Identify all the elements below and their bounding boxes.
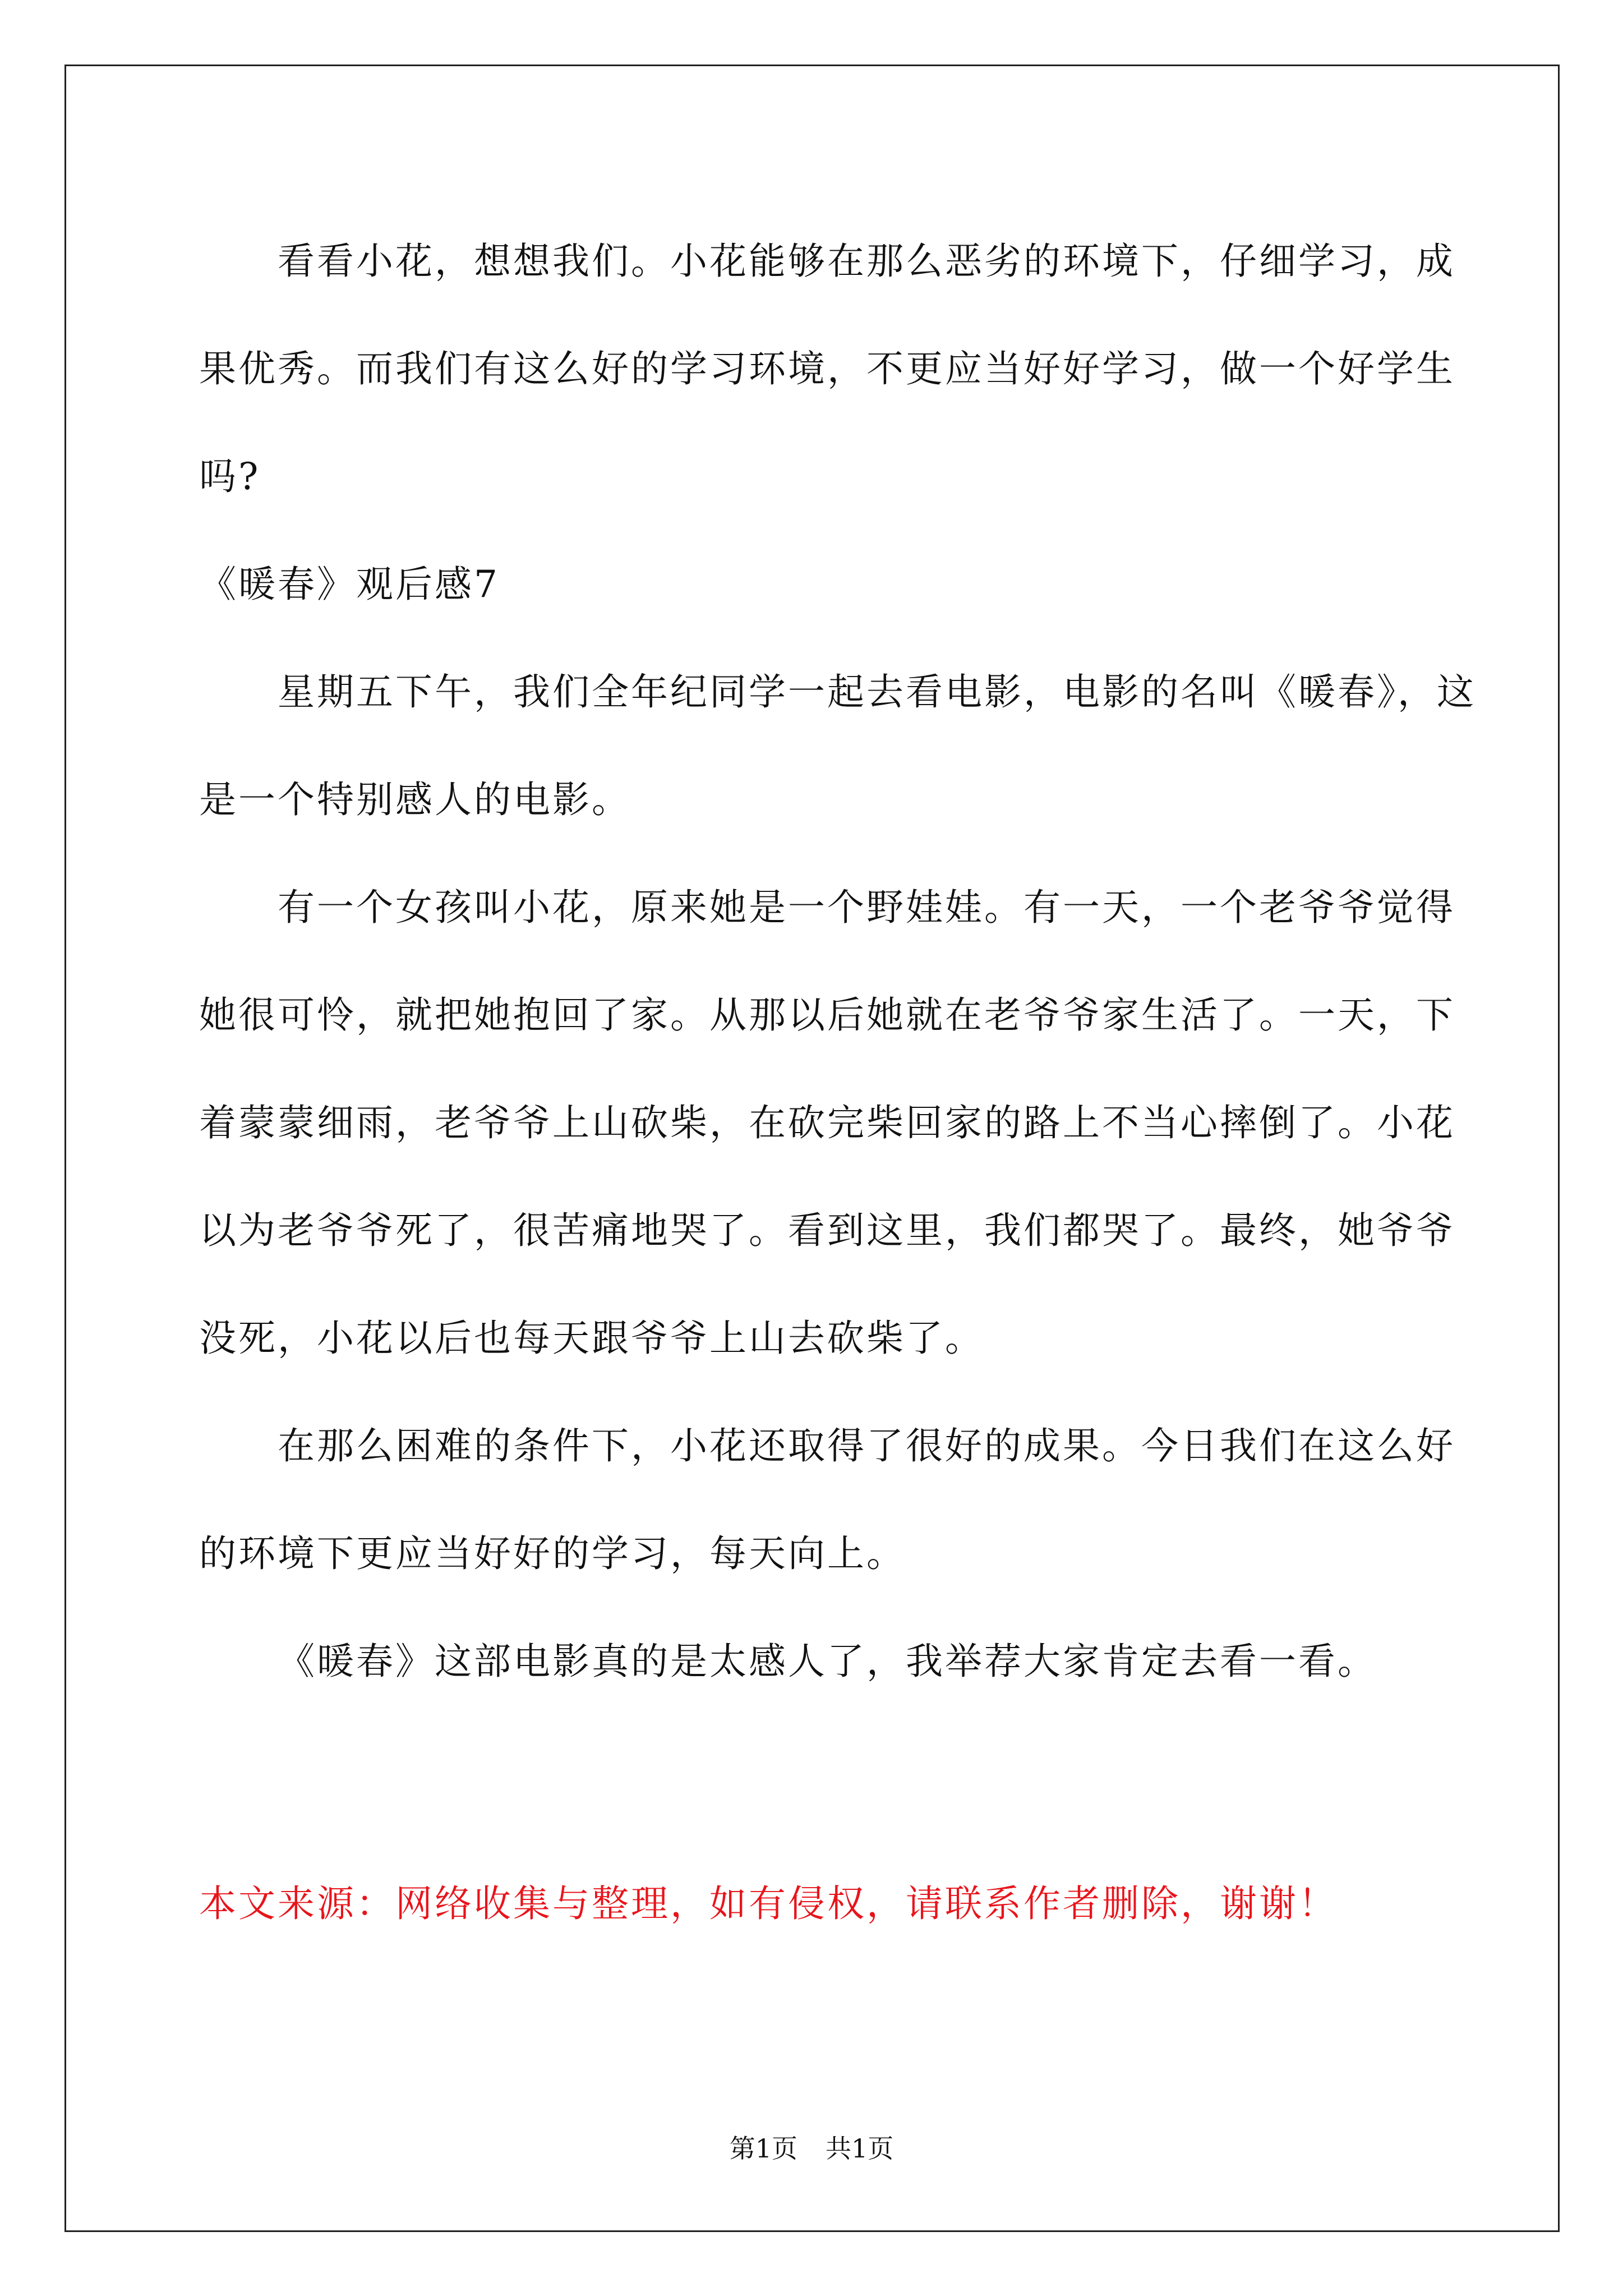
- paragraph: 《暖春》这部电影真的是太感人了，我举荐大家肯定去看一看。: [278, 1640, 1377, 1683]
- page-total: 共1页: [826, 2133, 894, 2164]
- spacer: [199, 1715, 1489, 1850]
- paragraph: 星期五下午，我们全年纪同学一起去看电影，电影的名叫《暖春》，这是一个特别感人的电影。: [199, 670, 1476, 821]
- paragraph: 有一个女孩叫小花，原来她是一个野娃娃。有一天，一个老爷爷觉得她很可怜，就把她抱回了家。从那以后她就在老爷爷家生活了。一天，下着蒙蒙细雨，老爷爷上山砍柴，在砍完柴回家的路上不当心摔倒了。小花以为老爷爷死了，很苦痛地哭了。看到这里，我们都哭了。最终，她爷爷没死，小花以后也每天跟爷爷上山去砍柴了。: [199, 886, 1455, 1360]
- source-note: 本文来源：网络收集与整理，如有侵权，请联系作者删除，谢谢！: [199, 1882, 1338, 1925]
- page-footer: [0, 2132, 1623, 2165]
- paragraph: 看看小花，想想我们。小花能够在那么恶劣的环境下，仔细学习，成果优秀。而我们有这么好的学习环境，不更应当好好学习，做一个好学生吗?: [199, 240, 1455, 498]
- paragraph: 在那么困难的条件下，小花还取得了很好的成果。今日我们在这么好的环境下更应当好好的学习，每天向上。: [199, 1424, 1455, 1575]
- document-body: [199, 208, 1489, 1958]
- section-title: 《暖春》观后感7: [199, 563, 500, 606]
- page-number: 第1页: [729, 2133, 797, 2164]
